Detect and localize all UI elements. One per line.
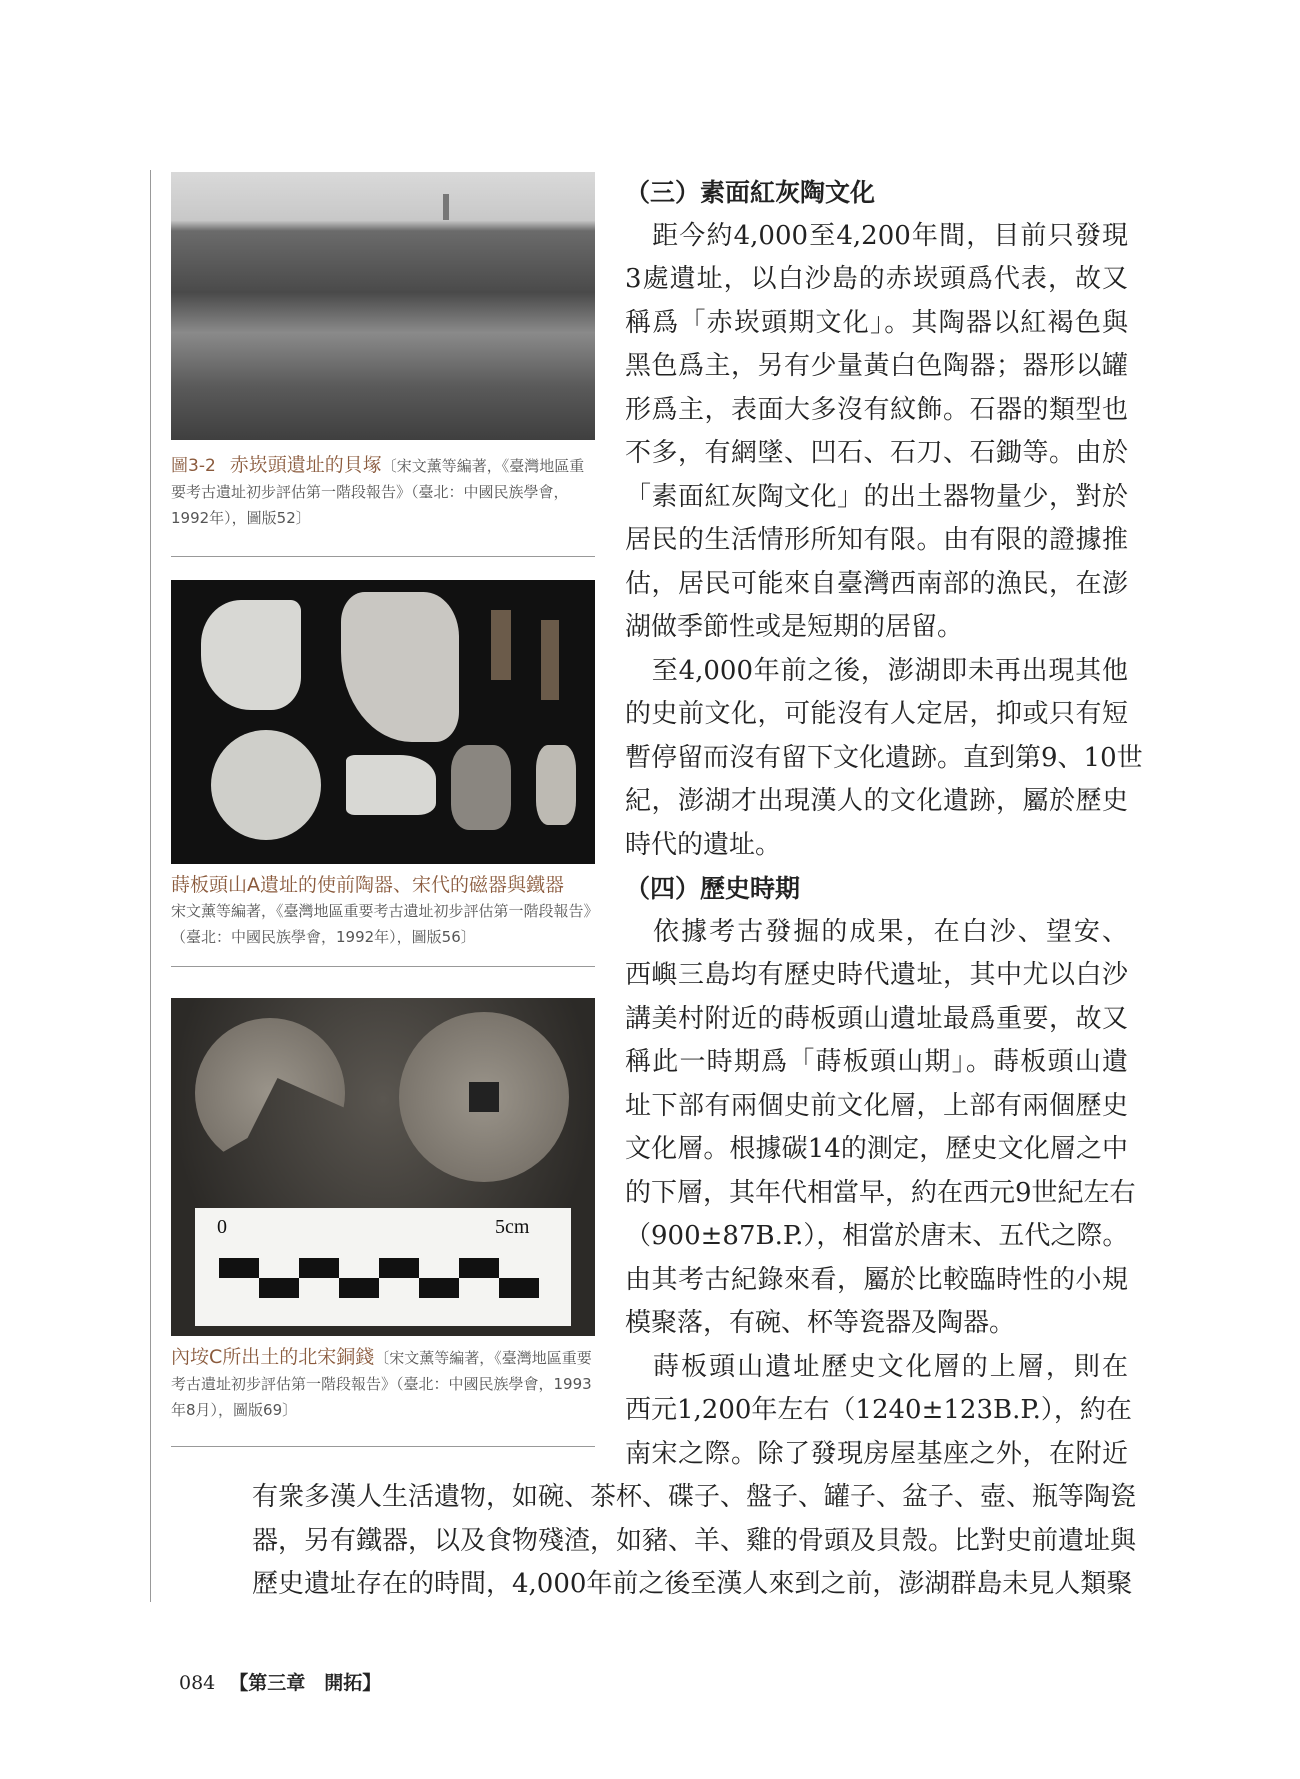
text-line: 居民的生活情形所知有限。由有限的證據推: [625, 525, 1128, 555]
text-line: 「素面紅灰陶文化」的出土器物量少，對於: [625, 481, 1128, 512]
figure-caption-2: [171, 872, 595, 950]
text-line: 形爲主，表面大多沒有紋飾。石器的類型也: [625, 394, 1128, 425]
text-line: 的史前文化，可能沒有人定居，抑或只有短: [625, 699, 1128, 729]
text-line: 西嶼三島均有歷史時代遺址，其中尤以白沙: [625, 960, 1128, 990]
body-text-column: [625, 171, 1143, 1476]
divider: [171, 966, 595, 967]
text-line: 時代的遺址。: [625, 829, 782, 860]
text-line: 估，居民可能來自臺灣西南部的漁民，在澎: [625, 568, 1128, 599]
text-line: 講美村附近的蒔板頭山遺址最爲重要，故又: [625, 1003, 1128, 1034]
text-line: 文化層。根據碳14的測定，歷史文化層之中: [625, 1134, 1128, 1164]
text-line: 南宋之際。除了發現房屋基座之外，在附近: [625, 1438, 1128, 1469]
coin-fragment: [195, 1018, 345, 1168]
scale-label-start: 0: [217, 1216, 227, 1238]
text-line: 湖做季節性或是短期的居留。: [625, 612, 964, 642]
figure-source: 〔宋文薰等編著，《臺灣地區重要考古遺址初步評估第一階段報告》（臺北：中國民族學會，1993年8月），圖版69〕: [171, 1349, 592, 1419]
figure-number: 圖3-2: [171, 456, 216, 476]
scale-label-end: 5cm: [495, 1216, 530, 1238]
photo-copper-coins: [171, 998, 595, 1336]
iron-fragment: [491, 610, 511, 680]
text-line: 依據考古發掘的成果，在白沙、望安、: [625, 916, 1128, 947]
shard: [536, 745, 576, 825]
scale-bar: [219, 1258, 539, 1298]
coin-hole: [469, 1082, 499, 1112]
scale-ruler: [195, 1208, 571, 1326]
photo-shell-midden: [171, 172, 595, 440]
shard: [451, 745, 511, 830]
figure-title: 赤崁頭遺址的貝塚: [229, 454, 382, 476]
section-heading: （四）歷史時期: [625, 874, 801, 903]
divider: [171, 556, 595, 557]
figure-caption-1: [171, 452, 595, 531]
text-line: （900±87B.P.），相當於唐末、五代之際。: [625, 1221, 1129, 1251]
text-line: 西元1,200年左右（1240±123B.P.），約在: [625, 1395, 1132, 1425]
text-line: 蒔板頭山遺址歷史文化層的上層，則在: [625, 1351, 1128, 1382]
text-line: 暫停留而沒有留下文化遺跡。直到第9、10世: [625, 742, 1143, 773]
text-line: 稱此一時期爲「蒔板頭山期」。蒔板頭山遺: [625, 1047, 1128, 1077]
text-line: 紀，澎湖才出現漢人的文化遺跡，屬於歷史: [625, 786, 1128, 816]
figure-title: 蒔板頭山A遺址的使前陶器、宋代的磁器與鐵器: [171, 874, 564, 896]
photo-pottery-shards: [171, 580, 595, 864]
text-line: 器，另有鐵器，以及食物殘渣，如豬、羊、雞的骨頭及貝殼。比對史前遺址與: [252, 1525, 1137, 1556]
page-number: 084: [179, 1672, 216, 1694]
text-line: 的下層，其年代相當早，約在西元9世紀左右: [625, 1177, 1136, 1208]
figure-source: 宋文薰等編著，《臺灣地區重要考古遺址初步評估第一階段報告》（臺北：中國民族學會，1992年），圖版56〕: [171, 902, 592, 946]
shard: [211, 730, 321, 840]
shard: [346, 755, 436, 815]
text-line: 歷史遺址存在的時間，4,000年前之後至漢人來到之前，澎湖群島未見人類聚: [252, 1569, 1133, 1599]
figure-source: 〔宋文薰等編著，《臺灣地區重要考古遺址初步評估第一階段報告》（臺北：中國民族學會，1992年），圖版52〕: [171, 457, 585, 527]
figure-caption-3: [171, 1344, 595, 1423]
text-line: 至4,000年前之後，澎湖即未再出現其他: [625, 655, 1128, 686]
page-footer: [179, 1668, 381, 1695]
body-text-full-width: [252, 1476, 1137, 1607]
shard: [341, 592, 459, 742]
section-heading: （三）素面紅灰陶文化: [625, 178, 876, 207]
text-line: 距今約4,000至4,200年間，目前只發現: [625, 220, 1128, 251]
text-line: 址下部有兩個史前文化層，上部有兩個歷史: [625, 1090, 1128, 1121]
iron-fragment: [541, 620, 559, 700]
text-line: 稱爲「赤崁頭期文化」。其陶器以紅褐色與: [625, 307, 1128, 338]
coin: [399, 1012, 569, 1182]
shard: [201, 600, 301, 710]
text-line: 模聚落，有碗、杯等瓷器及陶器。: [625, 1308, 1016, 1338]
figure-title: 內垵C所出土的北宋銅錢: [171, 1346, 375, 1368]
margin-rule: [150, 170, 151, 1602]
tower-shape: [443, 194, 449, 220]
text-line: 由其考古紀錄來看，屬於比較臨時性的小規: [625, 1264, 1128, 1295]
divider: [171, 1446, 595, 1447]
text-line: 3處遺址，以白沙島的赤崁頭爲代表，故又: [625, 264, 1128, 294]
text-line: 不多，有網墜、凹石、石刀、石鋤等。由於: [625, 438, 1128, 468]
chapter-title: 【第三章 開拓】: [229, 1672, 382, 1694]
text-line: 黑色爲主，另有少量黃白色陶器；器形以罐: [625, 351, 1128, 381]
text-line: 有衆多漢人生活遺物，如碗、茶杯、碟子、盤子、罐子、盆子、壺、瓶等陶瓷: [252, 1482, 1137, 1512]
